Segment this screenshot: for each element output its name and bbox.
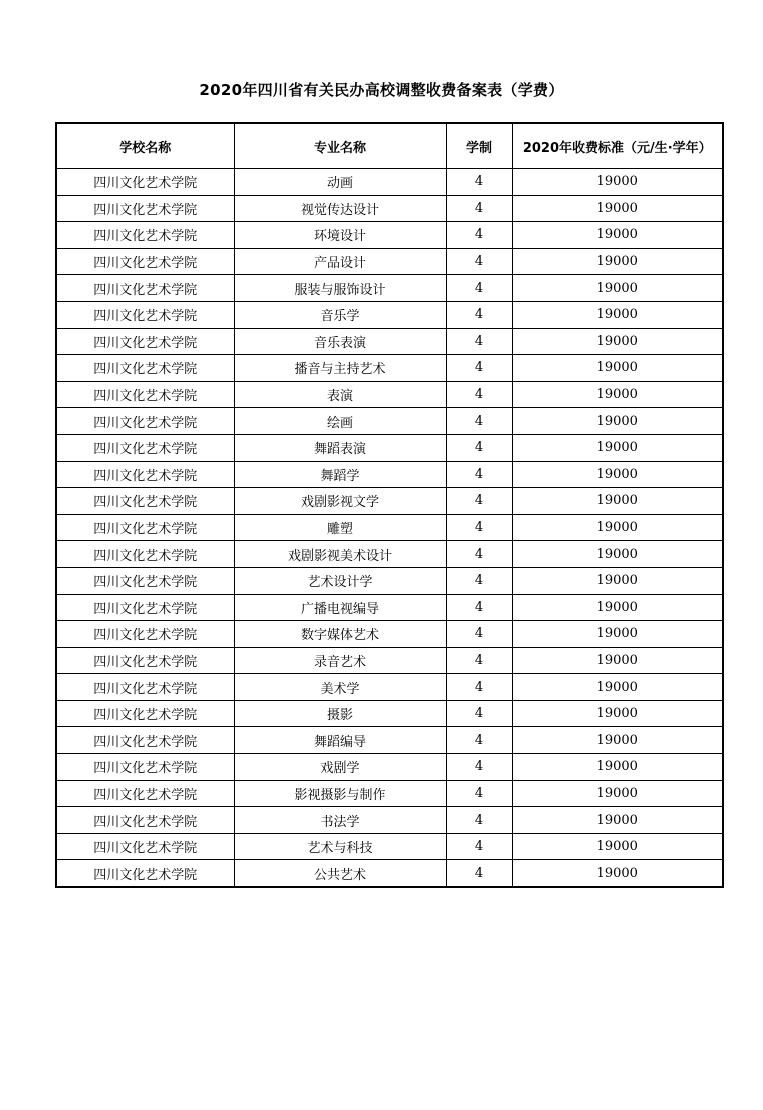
cell-major-name: 摄影 (234, 700, 446, 727)
cell-major-name: 舞蹈学 (234, 461, 446, 488)
table-row (56, 700, 723, 727)
cell-duration: 4 (446, 301, 512, 328)
cell-duration: 4 (446, 222, 512, 249)
cell-school-name: 四川文化艺术学院 (56, 169, 234, 196)
fee-table (55, 122, 724, 888)
cell-major-name: 艺术与科技 (234, 833, 446, 860)
table-row (56, 408, 723, 435)
table-row (56, 328, 723, 355)
cell-major-name: 广播电视编导 (234, 594, 446, 621)
cell-major-name: 动画 (234, 169, 446, 196)
cell-major-name: 影视摄影与制作 (234, 780, 446, 807)
cell-school-name: 四川文化艺术学院 (56, 381, 234, 408)
table-row (56, 195, 723, 222)
cell-duration: 4 (446, 169, 512, 196)
cell-school-name: 四川文化艺术学院 (56, 195, 234, 222)
header-fee-standard: 2020年收费标准（元/生·学年） (512, 123, 723, 169)
header-duration: 学制 (446, 123, 512, 169)
table-row (56, 222, 723, 249)
cell-fee: 19000 (512, 541, 723, 568)
cell-duration: 4 (446, 355, 512, 382)
cell-major-name: 舞蹈编导 (234, 727, 446, 754)
cell-school-name: 四川文化艺术学院 (56, 833, 234, 860)
cell-duration: 4 (446, 381, 512, 408)
cell-school-name: 四川文化艺术学院 (56, 275, 234, 302)
cell-fee: 19000 (512, 514, 723, 541)
cell-major-name: 表演 (234, 381, 446, 408)
cell-fee: 19000 (512, 807, 723, 834)
cell-duration: 4 (446, 780, 512, 807)
cell-fee: 19000 (512, 381, 723, 408)
cell-fee: 19000 (512, 248, 723, 275)
table-row (56, 567, 723, 594)
cell-duration: 4 (446, 195, 512, 222)
cell-duration: 4 (446, 674, 512, 701)
cell-school-name: 四川文化艺术学院 (56, 541, 234, 568)
cell-fee: 19000 (512, 674, 723, 701)
cell-duration: 4 (446, 567, 512, 594)
cell-duration: 4 (446, 514, 512, 541)
cell-school-name: 四川文化艺术学院 (56, 860, 234, 887)
cell-duration: 4 (446, 594, 512, 621)
cell-school-name: 四川文化艺术学院 (56, 567, 234, 594)
table-row (56, 727, 723, 754)
cell-fee: 19000 (512, 647, 723, 674)
cell-major-name: 音乐表演 (234, 328, 446, 355)
table-row (56, 833, 723, 860)
cell-fee: 19000 (512, 567, 723, 594)
cell-school-name: 四川文化艺术学院 (56, 594, 234, 621)
cell-fee: 19000 (512, 700, 723, 727)
cell-fee: 19000 (512, 434, 723, 461)
table-row (56, 301, 723, 328)
table-row (56, 248, 723, 275)
cell-duration: 4 (446, 860, 512, 887)
cell-school-name: 四川文化艺术学院 (56, 461, 234, 488)
cell-fee: 19000 (512, 594, 723, 621)
cell-duration: 4 (446, 647, 512, 674)
cell-major-name: 雕塑 (234, 514, 446, 541)
table-row (56, 275, 723, 302)
cell-school-name: 四川文化艺术学院 (56, 488, 234, 515)
header-row (56, 123, 723, 169)
table-row (56, 807, 723, 834)
cell-duration: 4 (446, 807, 512, 834)
cell-duration: 4 (446, 275, 512, 302)
cell-duration: 4 (446, 541, 512, 568)
table-row (56, 647, 723, 674)
cell-major-name: 戏剧影视美术设计 (234, 541, 446, 568)
table-row (56, 541, 723, 568)
cell-school-name: 四川文化艺术学院 (56, 222, 234, 249)
cell-school-name: 四川文化艺术学院 (56, 408, 234, 435)
cell-fee: 19000 (512, 328, 723, 355)
cell-duration: 4 (446, 434, 512, 461)
cell-fee: 19000 (512, 860, 723, 887)
cell-duration: 4 (446, 248, 512, 275)
cell-fee: 19000 (512, 301, 723, 328)
cell-school-name: 四川文化艺术学院 (56, 727, 234, 754)
page-title: 2020年四川省有关民办高校调整收费备案表（学费） (199, 81, 564, 99)
table-row (56, 860, 723, 887)
cell-duration: 4 (446, 408, 512, 435)
table-row (56, 621, 723, 648)
cell-major-name: 舞蹈表演 (234, 434, 446, 461)
cell-school-name: 四川文化艺术学院 (56, 700, 234, 727)
cell-duration: 4 (446, 700, 512, 727)
cell-duration: 4 (446, 328, 512, 355)
cell-major-name: 戏剧学 (234, 754, 446, 781)
cell-fee: 19000 (512, 195, 723, 222)
header-major-name: 专业名称 (234, 123, 446, 169)
header-school-name: 学校名称 (56, 123, 234, 169)
cell-fee: 19000 (512, 754, 723, 781)
cell-major-name: 服装与服饰设计 (234, 275, 446, 302)
table-body (56, 169, 723, 888)
cell-major-name: 录音艺术 (234, 647, 446, 674)
cell-major-name: 音乐学 (234, 301, 446, 328)
cell-school-name: 四川文化艺术学院 (56, 647, 234, 674)
table-row (56, 434, 723, 461)
table-row (56, 169, 723, 196)
cell-fee: 19000 (512, 727, 723, 754)
cell-major-name: 环境设计 (234, 222, 446, 249)
cell-fee: 19000 (512, 461, 723, 488)
table-header (56, 123, 723, 169)
cell-duration: 4 (446, 833, 512, 860)
table-row (56, 594, 723, 621)
cell-duration: 4 (446, 621, 512, 648)
cell-school-name: 四川文化艺术学院 (56, 780, 234, 807)
cell-fee: 19000 (512, 621, 723, 648)
cell-major-name: 公共艺术 (234, 860, 446, 887)
cell-school-name: 四川文化艺术学院 (56, 621, 234, 648)
cell-fee: 19000 (512, 833, 723, 860)
cell-school-name: 四川文化艺术学院 (56, 434, 234, 461)
cell-fee: 19000 (512, 355, 723, 382)
cell-fee: 19000 (512, 275, 723, 302)
cell-school-name: 四川文化艺术学院 (56, 807, 234, 834)
cell-fee: 19000 (512, 169, 723, 196)
cell-school-name: 四川文化艺术学院 (56, 355, 234, 382)
cell-major-name: 视觉传达设计 (234, 195, 446, 222)
cell-major-name: 书法学 (234, 807, 446, 834)
cell-major-name: 美术学 (234, 674, 446, 701)
cell-school-name: 四川文化艺术学院 (56, 301, 234, 328)
table-row (56, 461, 723, 488)
table-row (56, 754, 723, 781)
cell-fee: 19000 (512, 222, 723, 249)
table-row (56, 488, 723, 515)
table-row (56, 514, 723, 541)
table-row (56, 674, 723, 701)
cell-major-name: 播音与主持艺术 (234, 355, 446, 382)
table-row (56, 780, 723, 807)
cell-duration: 4 (446, 754, 512, 781)
cell-school-name: 四川文化艺术学院 (56, 754, 234, 781)
table-row (56, 381, 723, 408)
cell-major-name: 数字媒体艺术 (234, 621, 446, 648)
cell-major-name: 戏剧影视文学 (234, 488, 446, 515)
cell-school-name: 四川文化艺术学院 (56, 674, 234, 701)
cell-school-name: 四川文化艺术学院 (56, 328, 234, 355)
cell-duration: 4 (446, 461, 512, 488)
cell-major-name: 艺术设计学 (234, 567, 446, 594)
cell-major-name: 产品设计 (234, 248, 446, 275)
cell-fee: 19000 (512, 780, 723, 807)
table-row (56, 355, 723, 382)
cell-major-name: 绘画 (234, 408, 446, 435)
cell-school-name: 四川文化艺术学院 (56, 514, 234, 541)
cell-duration: 4 (446, 727, 512, 754)
cell-duration: 4 (446, 488, 512, 515)
cell-fee: 19000 (512, 408, 723, 435)
cell-fee: 19000 (512, 488, 723, 515)
cell-school-name: 四川文化艺术学院 (56, 248, 234, 275)
